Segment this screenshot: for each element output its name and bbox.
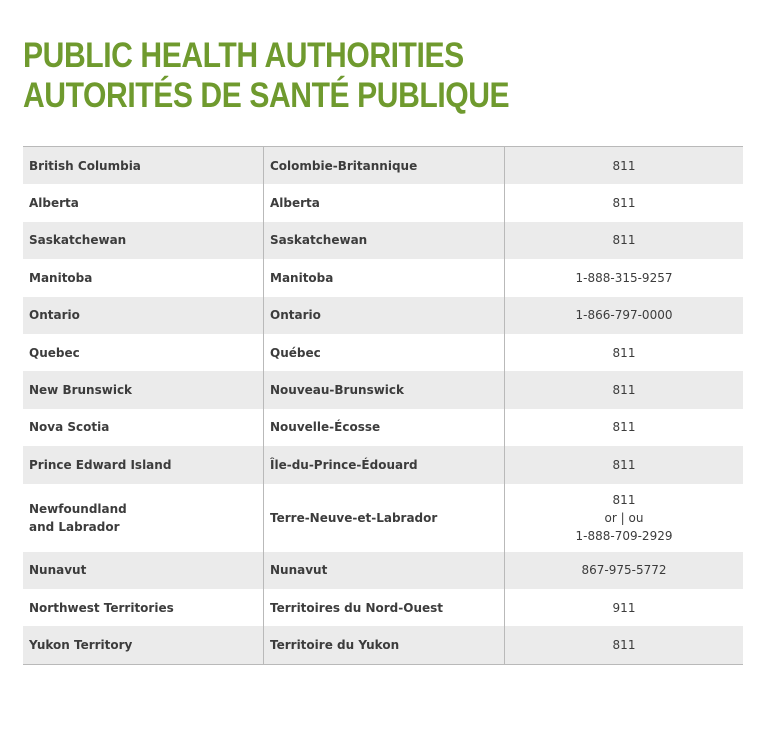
phone-number-line: 811 bbox=[612, 492, 636, 507]
province-english: Northwest Territories bbox=[23, 589, 264, 626]
table-row bbox=[23, 446, 743, 483]
phone-number: 811 bbox=[505, 184, 744, 221]
province-english: Prince Edward Island bbox=[23, 446, 264, 483]
table-row bbox=[23, 626, 743, 664]
table-row bbox=[23, 334, 743, 371]
table-row bbox=[23, 484, 743, 552]
province-english: Alberta bbox=[23, 184, 264, 221]
table-row bbox=[23, 222, 743, 259]
province-english: Nova Scotia bbox=[23, 409, 264, 446]
province-french: Nunavut bbox=[264, 552, 505, 589]
province-english: Nunavut bbox=[23, 552, 264, 589]
province-french: Territoire du Yukon bbox=[264, 626, 505, 664]
province-french: Nouveau-Brunswick bbox=[264, 371, 505, 408]
title-french: AUTORITÉS DE SANTÉ PUBLIQUE bbox=[23, 76, 510, 115]
table-row bbox=[23, 147, 743, 185]
phone-number: 811 bbox=[505, 222, 744, 259]
province-english: Manitoba bbox=[23, 259, 264, 296]
title-english: PUBLIC HEALTH AUTHORITIES bbox=[23, 36, 464, 75]
table-row bbox=[23, 589, 743, 626]
phone-number: 1-866-797-0000 bbox=[505, 297, 744, 334]
province-french: Territoires du Nord-Ouest bbox=[264, 589, 505, 626]
province-french: Île-du-Prince-Édouard bbox=[264, 446, 505, 483]
phone-number: 811 bbox=[505, 446, 744, 483]
province-french: Ontario bbox=[264, 297, 505, 334]
province-english bbox=[23, 484, 264, 552]
province-french: Manitoba bbox=[264, 259, 505, 296]
province-french: Québec bbox=[264, 334, 505, 371]
phone-number: 811 bbox=[505, 334, 744, 371]
phone-number: 811 bbox=[505, 147, 744, 185]
province-french: Nouvelle-Écosse bbox=[264, 409, 505, 446]
phone-number-line: or | ou bbox=[604, 510, 644, 525]
province-english: Ontario bbox=[23, 297, 264, 334]
phone-number: 1-888-315-9257 bbox=[505, 259, 744, 296]
province-english-line: Newfoundland bbox=[29, 501, 127, 516]
province-french: Alberta bbox=[264, 184, 505, 221]
province-english: Yukon Territory bbox=[23, 626, 264, 664]
phone-number: 811 bbox=[505, 409, 744, 446]
province-english: British Columbia bbox=[23, 147, 264, 185]
phone-number-line: 1-888-709-2929 bbox=[575, 528, 673, 543]
province-english-line: and Labrador bbox=[29, 519, 120, 534]
phone-number bbox=[505, 484, 744, 552]
phone-number: 811 bbox=[505, 626, 744, 664]
authorities-table bbox=[23, 146, 743, 665]
table-row bbox=[23, 552, 743, 589]
table-row bbox=[23, 184, 743, 221]
phone-number: 911 bbox=[505, 589, 744, 626]
phone-number: 867-975-5772 bbox=[505, 552, 744, 589]
province-french: Colombie-Britannique bbox=[264, 147, 505, 185]
province-french: Saskatchewan bbox=[264, 222, 505, 259]
province-english: Saskatchewan bbox=[23, 222, 264, 259]
province-english: Quebec bbox=[23, 334, 264, 371]
phone-number: 811 bbox=[505, 371, 744, 408]
province-english: New Brunswick bbox=[23, 371, 264, 408]
province-french: Terre-Neuve-et-Labrador bbox=[264, 484, 505, 552]
table-row bbox=[23, 371, 743, 408]
table-row bbox=[23, 259, 743, 296]
table-row bbox=[23, 297, 743, 334]
page-title bbox=[23, 36, 509, 116]
table-row bbox=[23, 409, 743, 446]
